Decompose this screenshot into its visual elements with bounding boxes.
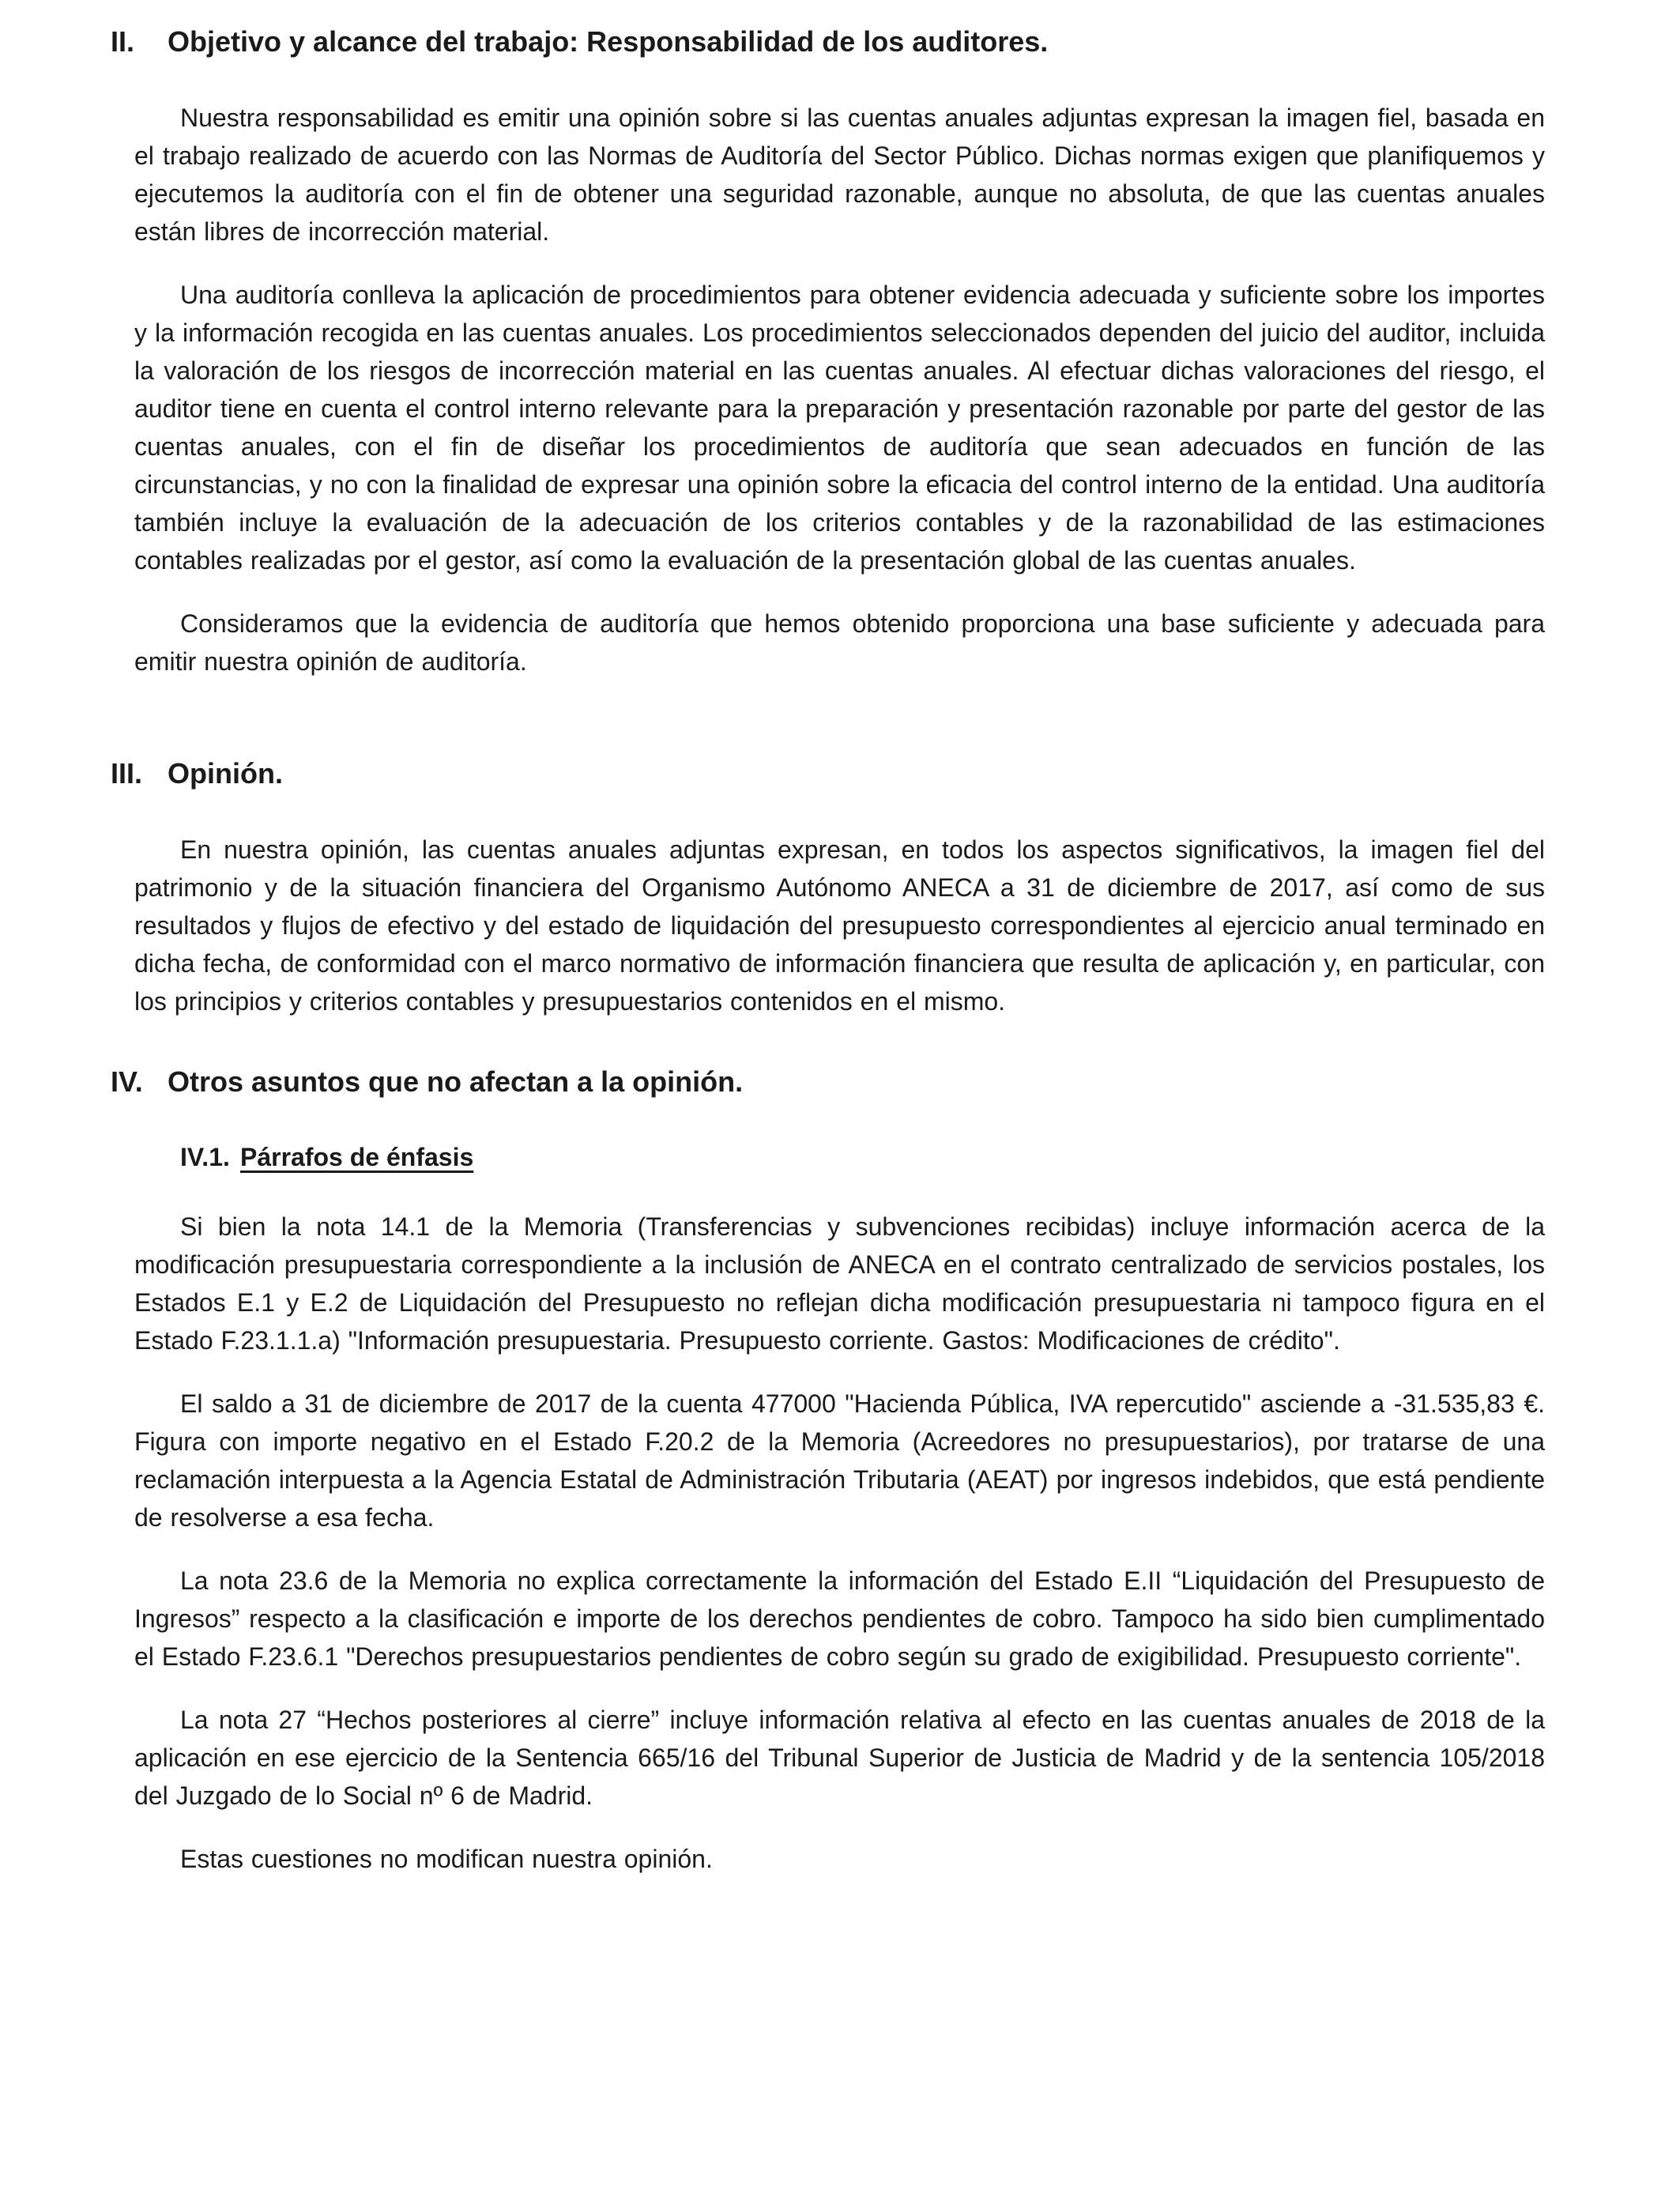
paragraph: En nuestra opinión, las cuentas anuales adjuntas expresan, en todos los aspectos significativos, la imagen fiel del patrimonio y de la situación financiera del Organismo Autónomo ANECA a 31 de diciembre de 2017, así como de sus resultados y flujos de efectivo y del estado de liquidación del presupuesto correspondientes al ejercicio anual terminado en dicha fecha, de conformidad con el marco normativo de información financiera que resulta de aplicación y, en particular, con los principios y criterios contables y presupuestarios contenidos en el mismo. [134,835,1545,1016]
section-title: Otros asuntos que no afectan a la opinión. [168,1065,744,1098]
subsection-title: Párrafos de énfasis [240,1143,474,1172]
subsection-number: IV.1. [180,1143,230,1172]
closing-paragraph: Estas cuestiones no modifican nuestra opinión. [180,1845,713,1874]
subsection-heading-iv1 [180,1138,1545,1176]
paragraph: La nota 27 “Hechos posteriores al cierre” incluye información relativa al efecto en las cuentas anuales de 2018 de la aplicación en ese ejercicio de la Sentencia 665/16 del Tribunal Superior de Justicia de Madrid y de la sentencia 105/2018 del Juzgado de lo Social nº 6 de Madrid. [134,1706,1545,1811]
section-number: III. [111,756,143,790]
paragraph: La nota 23.6 de la Memoria no explica correctamente la información del Estado E.II “Liquidación del Presupuesto de Ingresos” respecto a la clasificación e importe de los derechos pendientes de cobro. Tampoco ha sido bien cumplimentado el Estado F.23.6.1 "Derechos presupuestarios pendientes de cobro según su grado de exigibilidad. Presupuesto corriente". [134,1566,1545,1672]
paragraph: Consideramos que la evidencia de auditoría que hemos obtenido proporciona una base suficiente y adecuada para emitir nuestra opinión de auditoría. [134,609,1545,676]
section-heading-iv [111,1064,1545,1101]
section-number: II. [111,25,135,58]
paragraph: Nuestra responsabilidad es emitir una opinión sobre si las cuentas anuales adjuntas expresan la imagen fiel, basada en el trabajo realizado de acuerdo con las Normas de Auditoría del Sector Público. Dichas normas exigen que planifiquemos y ejecutemos la auditoría con el fin de obtener una seguridad razonable, aunque no absoluta, de que las cuentas anuales están libres de incorrección material. [134,103,1545,246]
section-title: Objetivo y alcance del trabajo: Responsabilidad de los auditores. [168,25,1049,58]
section-heading-iii [111,756,1545,793]
section-number: IV. [111,1065,143,1098]
section-heading-ii [111,24,1545,61]
paragraph: Una auditoría conlleva la aplicación de procedimientos para obtener evidencia adecuada y suficiente sobre los importes y la información recogida en las cuentas anuales. Los procedimientos seleccionados dependen del juicio del auditor, incluida la valoración de los riesgos de incorrección material en las cuentas anuales. Al efectuar dichas valoraciones del riesgo, el auditor tiene en cuenta el control interno relevante para la preparación y presentación razonable por parte del gestor de las cuentas anuales, con el fin de diseñar los procedimientos de auditoría que sean adecuados en función de las circunstancias, y no con la finalidad de expresar una opinión sobre la eficacia del control interno de la entidad. Una auditoría también incluye la evaluación de la adecuación de los criterios contables y de la razonabilidad de las estimaciones contables realizadas por el gestor, así como la evaluación de la presentación global de las cuentas anuales. [134,280,1545,575]
paragraph: Si bien la nota 14.1 de la Memoria (Transferencias y subvenciones recibidas) incluye información acerca de la modificación presupuestaria correspondiente a la inclusión de ANECA en el contrato centralizado de servicios postales, los Estados E.1 y E.2 de Liquidación del Presupuesto no reflejan dicha modificación presupuestaria ni tampoco figura en el Estado F.23.1.1.a) "Información presupuestaria. Presupuesto corriente. Gastos: Modificaciones de crédito". [134,1212,1545,1355]
paragraph: El saldo a 31 de diciembre de 2017 de la cuenta 477000 "Hacienda Pública, IVA repercutido" asciende a -31.535,83 €. Figura con importe negativo en el Estado F.20.2 de la Memoria (Acreedores no presupuestarios), por tratarse de una reclamación interpuesta a la Agencia Estatal de Administración Tributaria (AEAT) por ingresos indebidos, que está pendiente de resolverse a esa fecha. [134,1389,1545,1532]
section-title: Opinión. [168,756,283,790]
